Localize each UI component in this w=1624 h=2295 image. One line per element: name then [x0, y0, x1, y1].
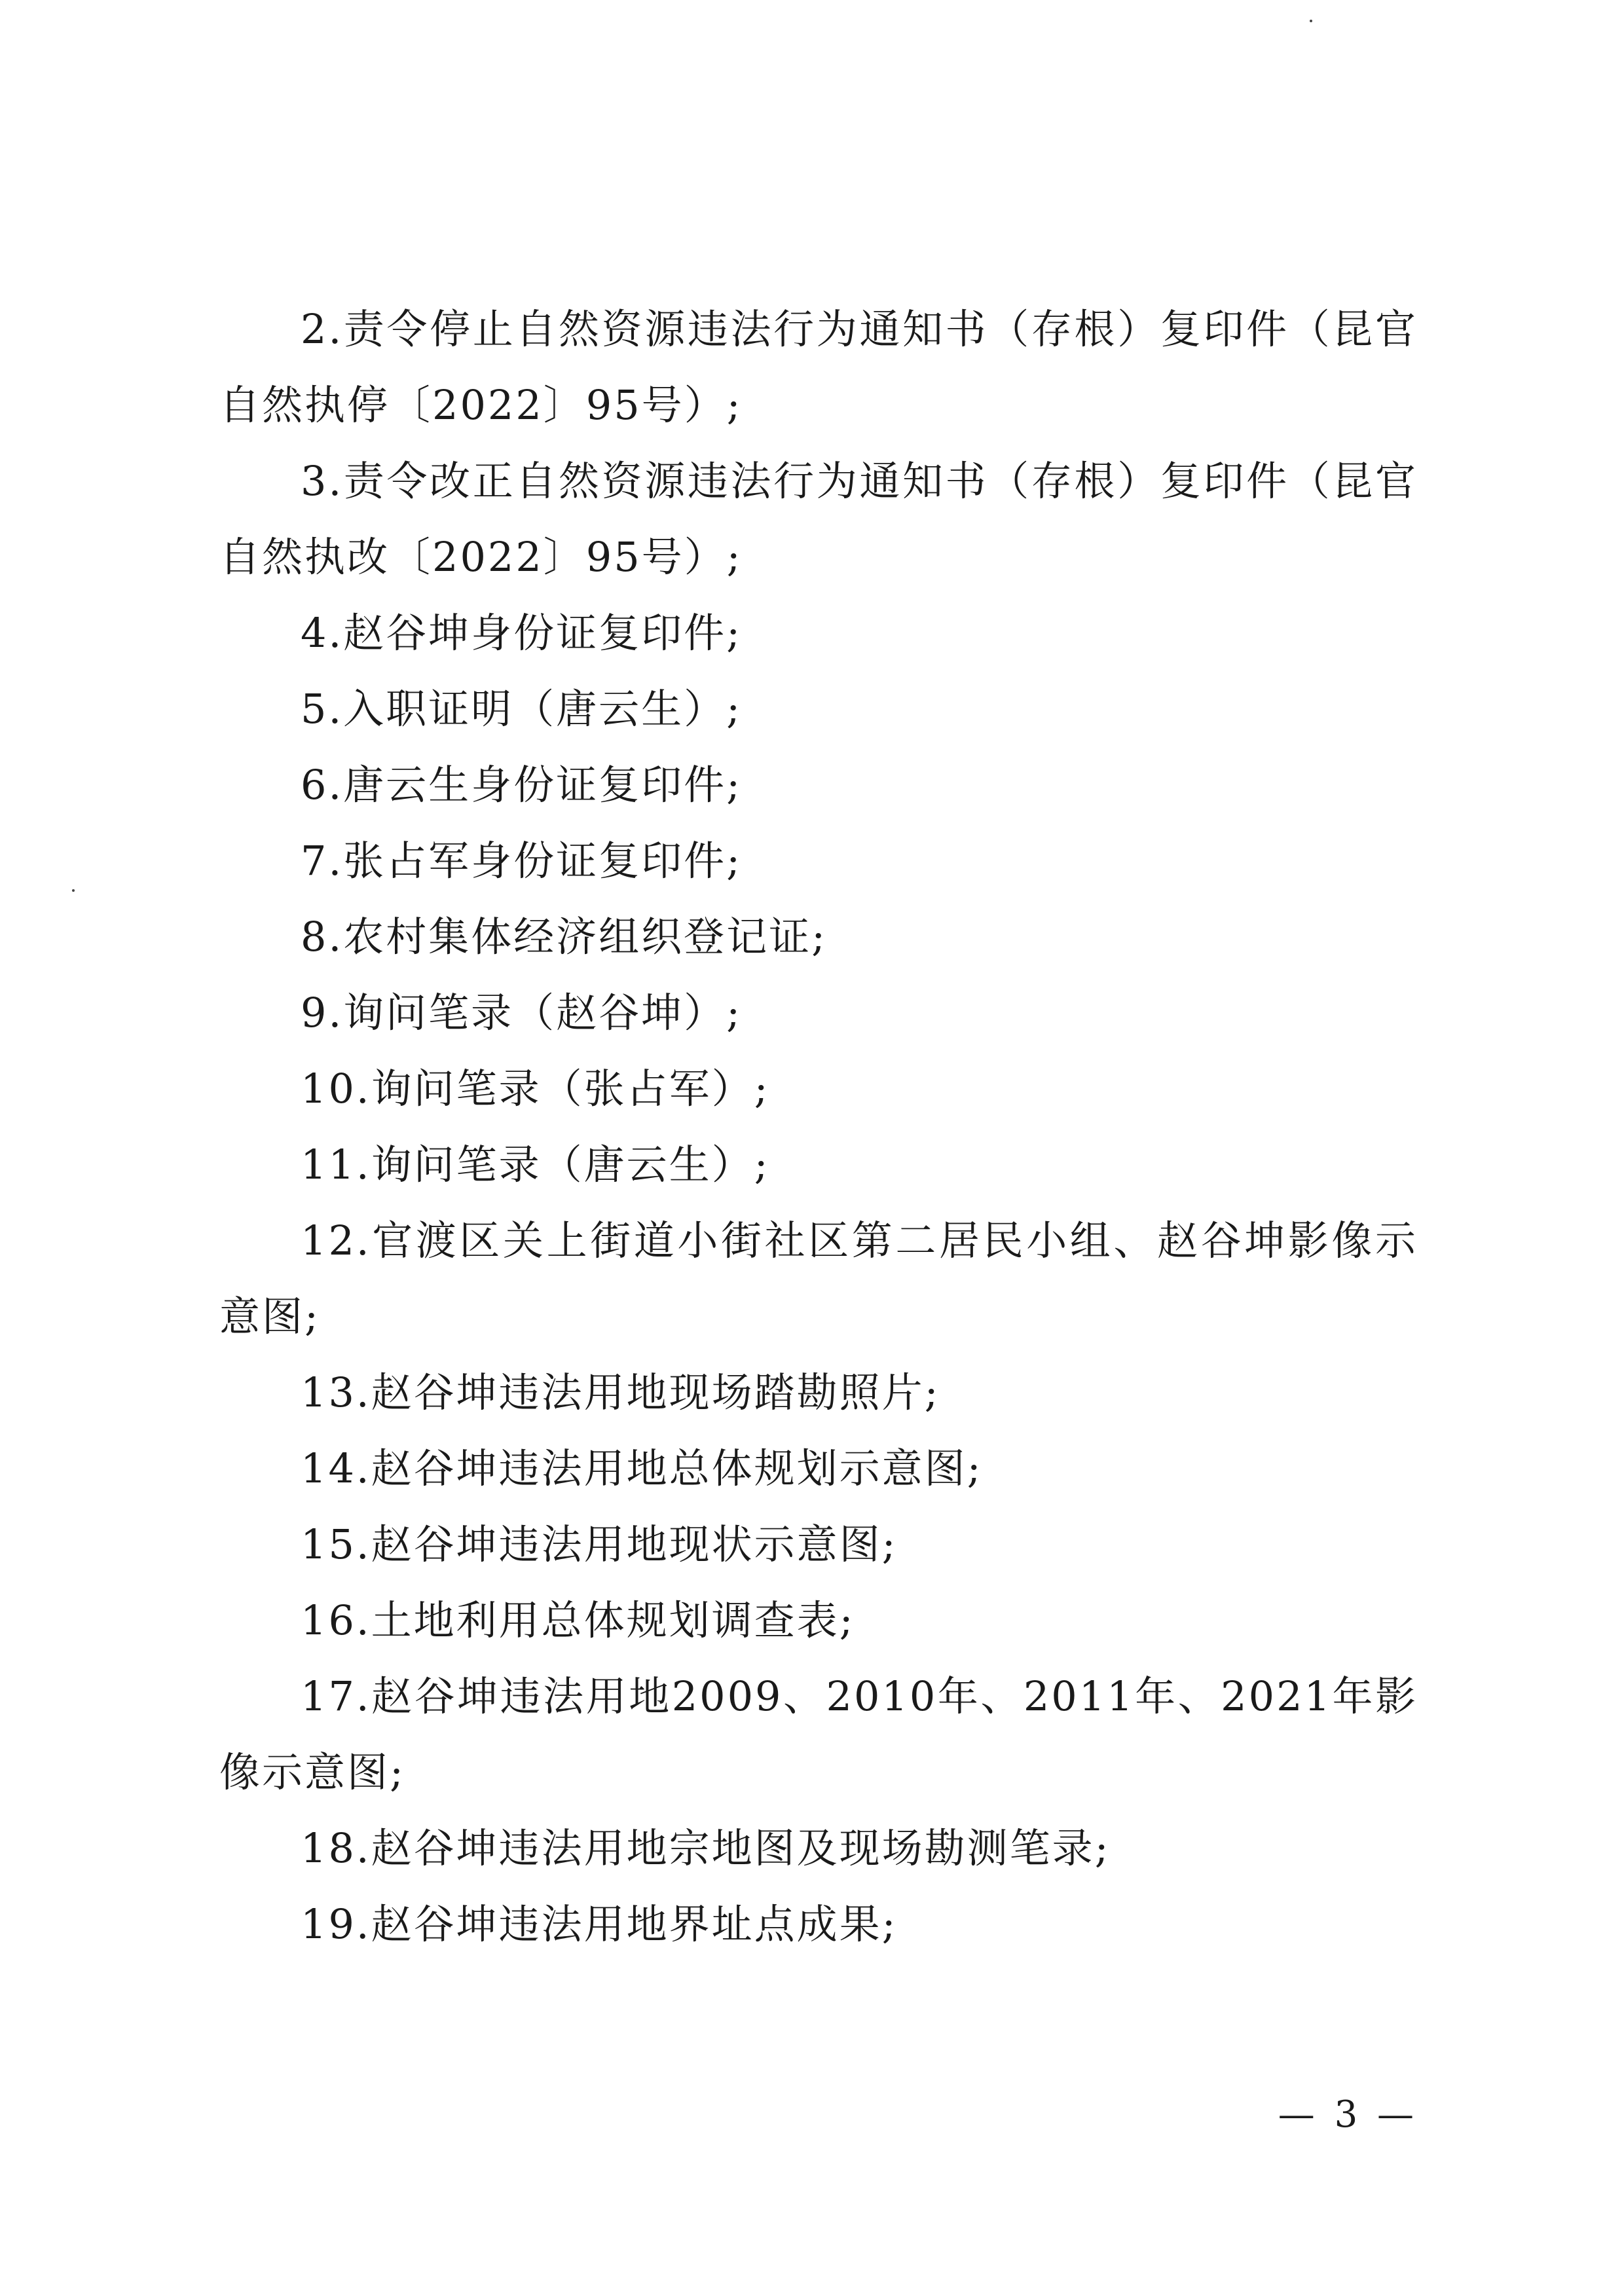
list-item: 11.询问笔录（唐云生）;	[301, 1141, 770, 1188]
list-item: 14.赵谷坤违法用地总体规划示意图;	[301, 1444, 983, 1492]
list-item: 17.赵谷坤违法用地2009、2010年、2011年、2021年影像示意图;	[219, 1672, 1418, 1796]
list-item: 9.询问笔录（赵谷坤）;	[301, 989, 743, 1037]
list-item: 5.入职证明（唐云生）;	[301, 685, 743, 733]
list-item: 2.责令停止自然资源违法行为通知书（存根）复印件（昆官自然执停〔2022〕95号）;	[219, 305, 1418, 429]
attachment-list	[219, 291, 1418, 1962]
list-item: 4.赵谷坤身份证复印件;	[301, 609, 743, 657]
list-item: 19.赵谷坤违法用地界址点成果;	[301, 1900, 898, 1948]
page-number: — 3 —	[1278, 2093, 1418, 2136]
list-item: 16.土地利用总体规划调查表;	[301, 1596, 855, 1644]
scan-speck	[1310, 20, 1312, 22]
list-item: 12.官渡区关上街道小街社区第二居民小组、赵谷坤影像示意图;	[219, 1217, 1418, 1340]
list-item: 10.询问笔录（张占军）;	[301, 1065, 770, 1112]
scan-speck	[72, 889, 75, 892]
list-item: 18.赵谷坤违法用地宗地图及现场勘测笔录;	[301, 1824, 1111, 1872]
list-item: 15.赵谷坤违法用地现状示意图;	[301, 1520, 898, 1568]
list-item: 3.责令改正自然资源违法行为通知书（存根）复印件（昆官自然执改〔2022〕95号）;	[219, 457, 1418, 581]
list-item: 6.唐云生身份证复印件;	[301, 761, 743, 809]
list-item: 7.张占军身份证复印件;	[301, 837, 743, 885]
list-item: 13.赵谷坤违法用地现场踏勘照片;	[301, 1368, 940, 1416]
list-item: 8.农村集体经济组织登记证;	[301, 913, 828, 961]
